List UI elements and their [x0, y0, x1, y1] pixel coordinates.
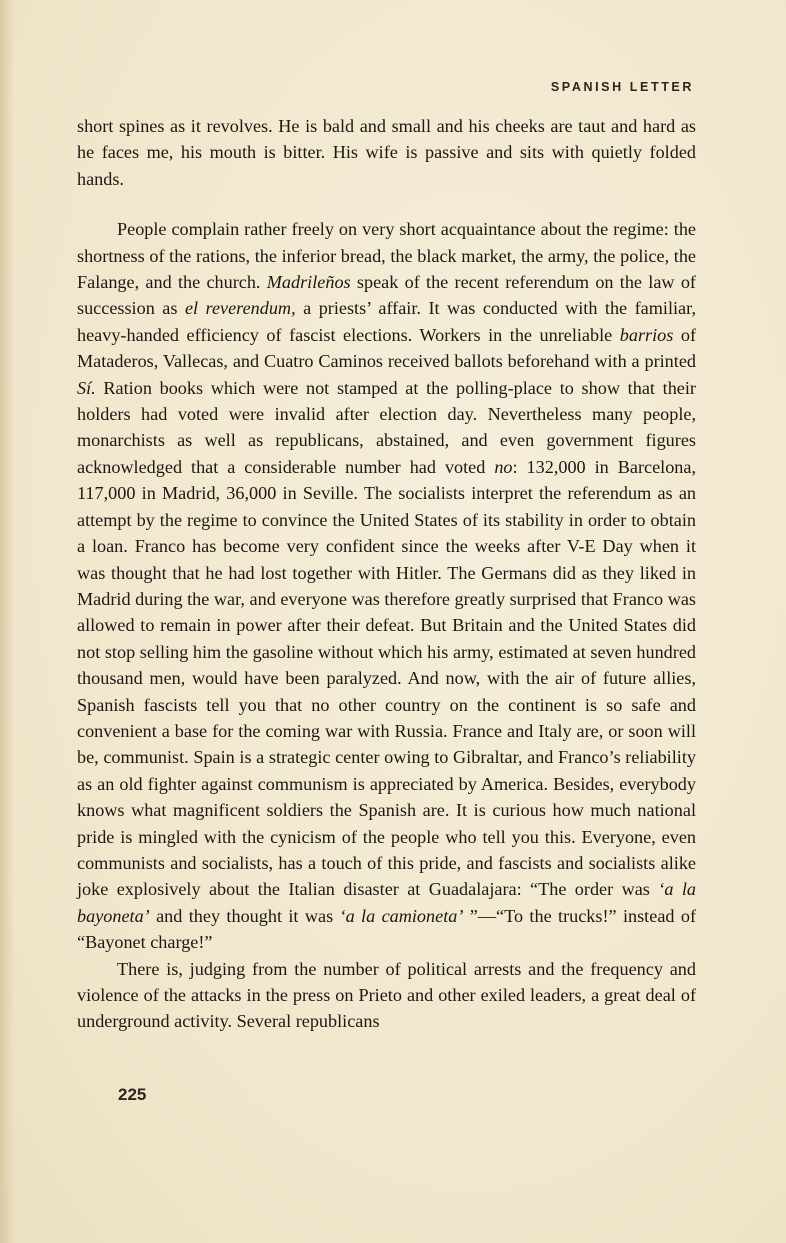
- text-run: a priests’ affair. It was conducted with the familiar, heavy-handed efficiency of fascist elections. Workers in the unreliable: [77, 298, 697, 345]
- text-run: People complain rather freely on very short acquaintance about the regime: the shortness of the rations, the inferior bread, the black market, the army, the police, the Falange, and the church.: [77, 219, 696, 293]
- body-text: [77, 113, 696, 1035]
- italic-text: el reverendum,: [184, 298, 296, 319]
- italic-text: ‘a la bayoneta’: [77, 879, 696, 926]
- text-run: : 132,000 in Barcelona, 117,000 in Madrid, 36,000 in Seville. The socialists interpret the referendum as an attempt by the regime to convince the United States of its stability in order to obtain a loan. Franco has become very confident since the weeks after V-E Day when it was thought that he had lost together with Hitler. The Germans did as they liked in Madrid during the war, and everyone was therefore greatly surprised that Franco was allowed to remain in power after their defeat. But Britain and the United States did not stop selling him the gasoline without which his army, estimated at seven hundred thousand men, would have been paralyzed. And now, with the air of future allies, Spanish fascists tell you that no other country on the continent is so safe and convenient a base for the coming war with Russia. France and Italy are, or soon will be, communist. Spain is a strategic center owing to Gibraltar, and Franco’s reliability as an old fighter against communism is appreciated by America. Besides, everybody knows what magnificent soldiers the Spanish are. It is curious how much national pride is mingled with the cynicism of the people who tell you this. Everyone, even communists and socialists, has a touch of this pride, and fascists and socialists alike joke explosively about the Italian disaster at Guadalajara: “The order was: [77, 456, 697, 900]
- italic-text: barrios: [619, 324, 674, 345]
- text-run: of Mataderos, Vallecas, and Cuatro Caminos received ballots beforehand with a printed: [77, 324, 696, 372]
- paragraph-3: [77, 956, 696, 1035]
- italic-text: Sí.: [77, 377, 96, 398]
- text-run: ”—“To the trucks!” instead of “Bayonet charge!”: [77, 905, 697, 953]
- text-run: speak of the recent referendum on the law of succession as: [77, 272, 696, 319]
- text-run: There is, judging from the number of political arrests and the frequency and violence of the attacks in the press on Prieto and other exiled leaders, a great deal of underground activity. Several republicans: [77, 958, 696, 1032]
- italic-text: no: [494, 456, 513, 477]
- text-run: Ration books which were not stamped at the polling-place to show that their holders had voted were invalid after election day. Nevertheless many people, monarchists as well as republicans, abstained, and even government figures acknowledged that a considerable number had voted: [77, 377, 696, 477]
- italic-text: Madrileños: [266, 272, 351, 293]
- page-number: 225: [118, 1085, 147, 1104]
- running-head: SPANISH LETTER: [550, 80, 694, 94]
- text-run: and they thought it was: [149, 905, 340, 926]
- text-run: short spines as it revolves. He is bald and small and his cheeks are taut and hard as he faces me, his mouth is bitter. His wife is passive and sits with quietly folded hands.: [77, 116, 696, 189]
- paragraph-2: [77, 216, 696, 955]
- italic-text: ‘a la camioneta’: [339, 905, 464, 926]
- paragraph-1: [77, 113, 696, 192]
- spine-shadow: [0, 0, 14, 1243]
